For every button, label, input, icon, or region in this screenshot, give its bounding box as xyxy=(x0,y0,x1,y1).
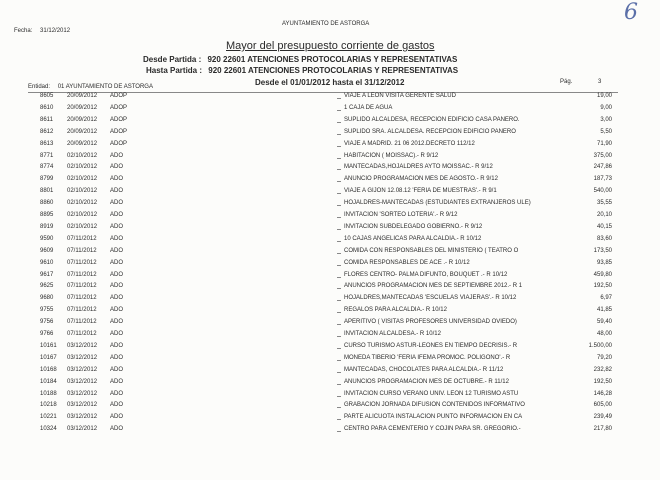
entry-description: INVITACION CURSO VERANO UNIV. LEON 12 TURISMO ASTU xyxy=(344,390,519,397)
entry-number: 8895 xyxy=(40,212,54,218)
table-row xyxy=(0,188,660,199)
entry-date: 02/10/2012 xyxy=(67,188,98,195)
entry-type: ADO xyxy=(110,283,124,290)
entry-number: 8605 xyxy=(40,93,54,99)
entry-number: 9590 xyxy=(40,235,54,242)
entry-amount: 3,00 xyxy=(600,116,612,123)
entry-amount: 35,55 xyxy=(596,200,612,207)
table-row xyxy=(0,153,660,164)
table-row xyxy=(0,331,660,342)
entry-amount: 232,82 xyxy=(593,366,612,373)
entry-number: 9766 xyxy=(40,331,54,337)
table-row xyxy=(0,117,660,128)
entry-number: 9609 xyxy=(40,247,54,254)
entry-date: 20/09/2012 xyxy=(67,140,98,147)
row-dash xyxy=(337,300,341,301)
entry-type: ADO xyxy=(110,307,124,314)
row-dash xyxy=(337,110,341,111)
row-dash xyxy=(337,134,341,135)
entry-type: ADOP xyxy=(110,104,128,111)
entry-date: 03/12/2012 xyxy=(67,402,98,409)
entry-amount: 192,50 xyxy=(593,283,612,290)
row-dash xyxy=(337,396,341,397)
entry-date: 02/10/2012 xyxy=(67,152,98,159)
row-dash xyxy=(337,217,341,218)
entry-number: 10188 xyxy=(40,390,57,397)
entry-number: 8610 xyxy=(40,104,54,111)
row-dash xyxy=(337,277,341,278)
table-row xyxy=(0,272,660,283)
entry-amount: 187,73 xyxy=(593,176,612,183)
entry-amount: 6,97 xyxy=(600,295,612,302)
entry-amount: 83,60 xyxy=(596,235,612,242)
entry-date: 02/10/2012 xyxy=(67,223,98,230)
entry-amount: 375,00 xyxy=(593,152,612,159)
entry-description: VIAJE A MADRID. 21 06 2012.DECRETO 112/12 xyxy=(344,140,475,147)
entry-amount: 239,49 xyxy=(593,414,612,421)
entry-number: 8801 xyxy=(40,188,54,195)
entry-date: 02/10/2012 xyxy=(67,176,98,183)
table-row xyxy=(0,355,660,366)
entry-amount: 540,00 xyxy=(593,188,612,195)
hasta-partida-label: Hasta Partida : xyxy=(146,66,203,75)
entry-amount: 93,85 xyxy=(596,259,612,266)
entry-type: ADO xyxy=(110,331,124,337)
table-row xyxy=(0,283,660,294)
entry-amount: 79,20 xyxy=(596,354,612,361)
desde-partida-value: 920 22601 ATENCIONES PROTOCOLARIAS Y REPRESENTATIVAS xyxy=(207,55,458,64)
hasta-partida-value: 920 22601 ATENCIONES PROTOCOLARIAS Y REPRESENTATIVAS xyxy=(208,66,459,75)
entry-number: 8612 xyxy=(40,128,54,135)
entry-number: 8860 xyxy=(40,200,54,207)
table-row xyxy=(0,414,660,425)
fecha-value: 31/12/2012 xyxy=(40,28,71,34)
entry-amount: 9,00 xyxy=(600,104,612,111)
entry-type: ADO xyxy=(110,152,124,159)
row-dash xyxy=(337,181,341,182)
entry-number: 10168 xyxy=(40,366,57,373)
entry-number: 9755 xyxy=(40,307,54,314)
row-dash xyxy=(337,348,341,349)
entry-description: CENTRO PARA CEMENTERIO Y COJIN PARA SR. GREGORIO.- xyxy=(344,426,521,433)
entry-description: MONEDA TIBERIO 'FERIA IFEMA PROMOC. POLIGONO'.- R xyxy=(344,354,511,361)
entry-type: ADO xyxy=(110,390,124,397)
table-row xyxy=(0,260,660,271)
row-dash xyxy=(337,98,341,99)
entry-date: 03/12/2012 xyxy=(67,378,98,385)
entry-date: 02/10/2012 xyxy=(67,212,98,218)
entry-description: ANUNCIOS PROGRAMACION MES DE SEPTIEMBRE 2012.- R 1 xyxy=(344,283,523,290)
table-row xyxy=(0,426,660,437)
row-dash xyxy=(337,205,341,206)
entry-type: ADO xyxy=(110,176,124,183)
entry-amount: 192,50 xyxy=(593,378,612,385)
entry-amount: 59,40 xyxy=(596,319,612,326)
entry-date: 20/09/2012 xyxy=(67,93,98,99)
row-dash xyxy=(337,360,341,361)
row-dash xyxy=(337,372,341,373)
entry-number: 9756 xyxy=(40,319,54,326)
entry-amount: 19,00 xyxy=(596,93,612,99)
row-dash xyxy=(337,193,341,194)
entry-description: HABITACION ( MOISSAC).- R 9/12 xyxy=(344,152,439,159)
report-title: Mayor del presupuesto corriente de gastos xyxy=(226,40,435,52)
entry-amount: 217,80 xyxy=(593,426,612,433)
entry-date: 03/12/2012 xyxy=(67,426,98,433)
table-row xyxy=(0,212,660,223)
row-dash xyxy=(337,169,341,170)
report-period: Desde el 01/01/2012 hasta el 31/12/2012 xyxy=(255,78,405,87)
row-dash xyxy=(337,229,341,230)
organization-name: AYUNTAMIENTO DE ASTORGA xyxy=(282,21,370,27)
desde-partida-label: Desde Partida : xyxy=(143,55,202,64)
entry-type: ADOP xyxy=(110,93,128,99)
entry-type: ADO xyxy=(110,295,124,302)
entry-description: INVITACION SUBDELEGADO GOBIERNO.- R 9/12 xyxy=(344,223,483,230)
entry-date: 03/12/2012 xyxy=(67,354,98,361)
entry-date: 07/11/2012 xyxy=(67,235,97,242)
table-row xyxy=(0,200,660,211)
entry-amount: 20,10 xyxy=(596,212,612,218)
row-dash xyxy=(337,419,341,420)
entry-description: GRABACION JORNADA DIFUSION CONTENIDOS INFORMATIVO xyxy=(344,402,525,409)
row-dash xyxy=(337,241,341,242)
entry-description: MANTECADAS, CHOCOLATES PARA ALCALDIA.- R 11/12 xyxy=(344,366,504,373)
entry-type: ADO xyxy=(110,200,124,207)
entry-date: 03/12/2012 xyxy=(67,390,98,397)
table-row xyxy=(0,379,660,390)
table-row xyxy=(0,248,660,259)
entry-type: ADOP xyxy=(110,128,128,135)
entry-date: 20/09/2012 xyxy=(67,104,98,111)
entry-number: 8774 xyxy=(40,164,54,171)
entry-type: ADO xyxy=(110,235,124,242)
table-row xyxy=(0,176,660,187)
entry-type: ADO xyxy=(110,164,124,171)
table-row xyxy=(0,402,660,413)
entry-type: ADO xyxy=(110,354,124,361)
entry-description: SUPLIDO SRA. ALCALDESA. RECEPCION EDIFICIO PANERO xyxy=(344,128,516,135)
entry-date: 07/11/2012 xyxy=(67,331,97,337)
table-row xyxy=(0,367,660,378)
entry-amount: 71,90 xyxy=(596,140,612,147)
entry-date: 07/11/2012 xyxy=(67,295,97,302)
row-dash xyxy=(337,288,341,289)
entry-date: 07/11/2012 xyxy=(67,271,97,278)
entry-date: 02/10/2012 xyxy=(67,200,98,207)
table-row xyxy=(0,129,660,140)
entry-date: 07/11/2012 xyxy=(67,307,97,314)
entry-number: 10167 xyxy=(40,354,57,361)
entry-description: SUPLIDO ALCALDESA, RECEPCION EDIFICIO CASA PANERO. xyxy=(344,116,520,123)
ledger-table xyxy=(0,93,660,438)
entidad-label: Entidad: xyxy=(28,84,51,90)
entry-description: INVITACION 'SORTEO LOTERIA'.- R 9/12 xyxy=(344,212,458,218)
table-row xyxy=(0,141,660,152)
entry-type: ADO xyxy=(110,342,124,349)
entry-description: REGALOS PARA ALCALDIA.- R 10/12 xyxy=(344,307,447,314)
page-number: 3 xyxy=(598,79,602,85)
entry-date: 07/11/2012 xyxy=(67,259,97,266)
fecha-label: Fecha: xyxy=(14,28,33,34)
entry-amount: 459,80 xyxy=(593,271,612,278)
table-row xyxy=(0,295,660,306)
entry-amount: 1.500,00 xyxy=(588,342,612,349)
entry-amount: 146,28 xyxy=(593,390,612,397)
table-row xyxy=(0,343,660,354)
entidad-value: 01 AYUNTAMIENTO DE ASTORGA xyxy=(57,84,153,90)
entry-amount: 247,86 xyxy=(593,164,612,171)
entry-amount: 605,00 xyxy=(593,402,612,409)
entry-description: ANUNCIOS PROGRAMACION MES DE OCTUBRE.- R 11/12 xyxy=(344,378,509,385)
entry-description: PARTE ALICUOTA INSTALACION PUNTO INFORMACION EN CA xyxy=(344,414,523,421)
row-dash xyxy=(337,265,341,266)
entry-description: HOJALDRES-MANTECADAS (ESTUDIANTES EXTRANJEROS ULE) xyxy=(344,200,531,207)
entry-date: 07/11/2012 xyxy=(67,283,97,290)
entry-description: APERITIVO ( VISITAS PROFESORES UNIVERSIDAD OVIEDO) xyxy=(344,319,517,326)
entry-amount: 173,50 xyxy=(593,247,612,254)
entry-date: 03/12/2012 xyxy=(67,342,98,349)
entry-description: INVITACION ALCALDESA.- R 10/12 xyxy=(344,331,441,337)
entry-number: 8799 xyxy=(40,176,54,183)
entry-number: 10161 xyxy=(40,342,57,349)
entry-date: 20/09/2012 xyxy=(67,128,98,135)
entry-number: 10221 xyxy=(40,414,57,421)
entry-amount: 40,15 xyxy=(596,223,612,230)
entry-type: ADO xyxy=(110,223,124,230)
table-row xyxy=(0,391,660,402)
row-dash xyxy=(337,384,341,385)
entry-date: 20/09/2012 xyxy=(67,116,98,123)
entry-description: VIAJE A LEON VISITA GERENTE SALUD xyxy=(344,93,456,99)
row-dash xyxy=(337,158,341,159)
entry-date: 03/12/2012 xyxy=(67,414,98,421)
handwritten-page-mark: 6 xyxy=(624,0,638,25)
entry-type: ADO xyxy=(110,319,124,326)
entry-number: 9617 xyxy=(40,271,54,278)
entry-date: 03/12/2012 xyxy=(67,366,98,373)
entry-description: MANTECADAS,HOJALDRES AYTO MOISSAC.- R 9/12 xyxy=(344,164,493,171)
entry-date: 07/11/2012 xyxy=(67,247,97,254)
entry-description: ANUNCIO PROGRAMACION MES DE AGOSTO.- R 9/12 xyxy=(344,176,498,183)
entry-description: COMIDA RESPONSABLES DE ACE .- R 10/12 xyxy=(344,259,470,266)
entry-type: ADO xyxy=(110,426,124,433)
entry-type: ADOP xyxy=(110,140,128,147)
page-label: Pág. xyxy=(560,79,573,85)
entry-description: 1 CAJA DE AGUA xyxy=(344,104,393,111)
entry-number: 8613 xyxy=(40,140,54,147)
row-dash xyxy=(337,431,341,432)
row-dash xyxy=(337,253,341,254)
entry-number: 10324 xyxy=(40,426,57,433)
entry-description: 10 CAJAS ANGELICAS PARA ALCALDIA.- R 10/12 xyxy=(344,235,482,242)
entry-type: ADO xyxy=(110,247,124,254)
entry-description: VIAJE A GIJON 12.08.12 'FERIA DE MUESTRAS'.- R 9/1 xyxy=(344,188,497,195)
entry-amount: 41,85 xyxy=(596,307,612,314)
entry-description: HOJALDRES,MANTECADAS 'ESCUELAS VIAJERAS'.- R 10/12 xyxy=(344,295,517,302)
entry-amount: 48,00 xyxy=(596,331,612,337)
entry-description: COMIDA CON RESPONSABLES DEL MINISTERIO ( TEATRO O xyxy=(344,247,519,254)
entry-number: 9680 xyxy=(40,295,54,302)
table-row xyxy=(0,105,660,116)
entry-amount: 5,50 xyxy=(600,128,612,135)
entry-number: 8771 xyxy=(40,152,54,159)
row-dash xyxy=(337,336,341,337)
entry-type: ADO xyxy=(110,259,124,266)
row-dash xyxy=(337,122,341,123)
entry-date: 02/10/2012 xyxy=(67,164,98,171)
entry-number: 10218 xyxy=(40,402,57,409)
entry-type: ADO xyxy=(110,366,124,373)
table-row xyxy=(0,224,660,235)
row-dash xyxy=(337,407,341,408)
entry-number: 9610 xyxy=(40,259,54,266)
table-row xyxy=(0,93,660,104)
entry-description: CURSO TURISMO ASTUR-LEONES EN TIEMPO DECRISIS.- R xyxy=(344,342,518,349)
entry-description: FLORES CENTRO- PALMA DIFUNTO, BOUQUET .- R 10/12 xyxy=(344,271,508,278)
entry-type: ADOP xyxy=(110,116,128,123)
entry-number: 8919 xyxy=(40,223,54,230)
entry-type: ADO xyxy=(110,212,124,218)
entry-type: ADO xyxy=(110,402,124,409)
row-dash xyxy=(337,324,341,325)
table-row xyxy=(0,236,660,247)
row-dash xyxy=(337,312,341,313)
entry-number: 8611 xyxy=(40,116,53,123)
row-dash xyxy=(337,146,341,147)
entry-number: 9625 xyxy=(40,283,54,290)
entry-number: 10184 xyxy=(40,378,57,385)
table-row xyxy=(0,164,660,175)
table-row xyxy=(0,319,660,330)
entry-type: ADO xyxy=(110,414,124,421)
entry-type: ADO xyxy=(110,188,124,195)
entry-type: ADO xyxy=(110,378,124,385)
entry-type: ADO xyxy=(110,271,124,278)
table-row xyxy=(0,307,660,318)
entry-date: 07/11/2012 xyxy=(67,319,97,326)
